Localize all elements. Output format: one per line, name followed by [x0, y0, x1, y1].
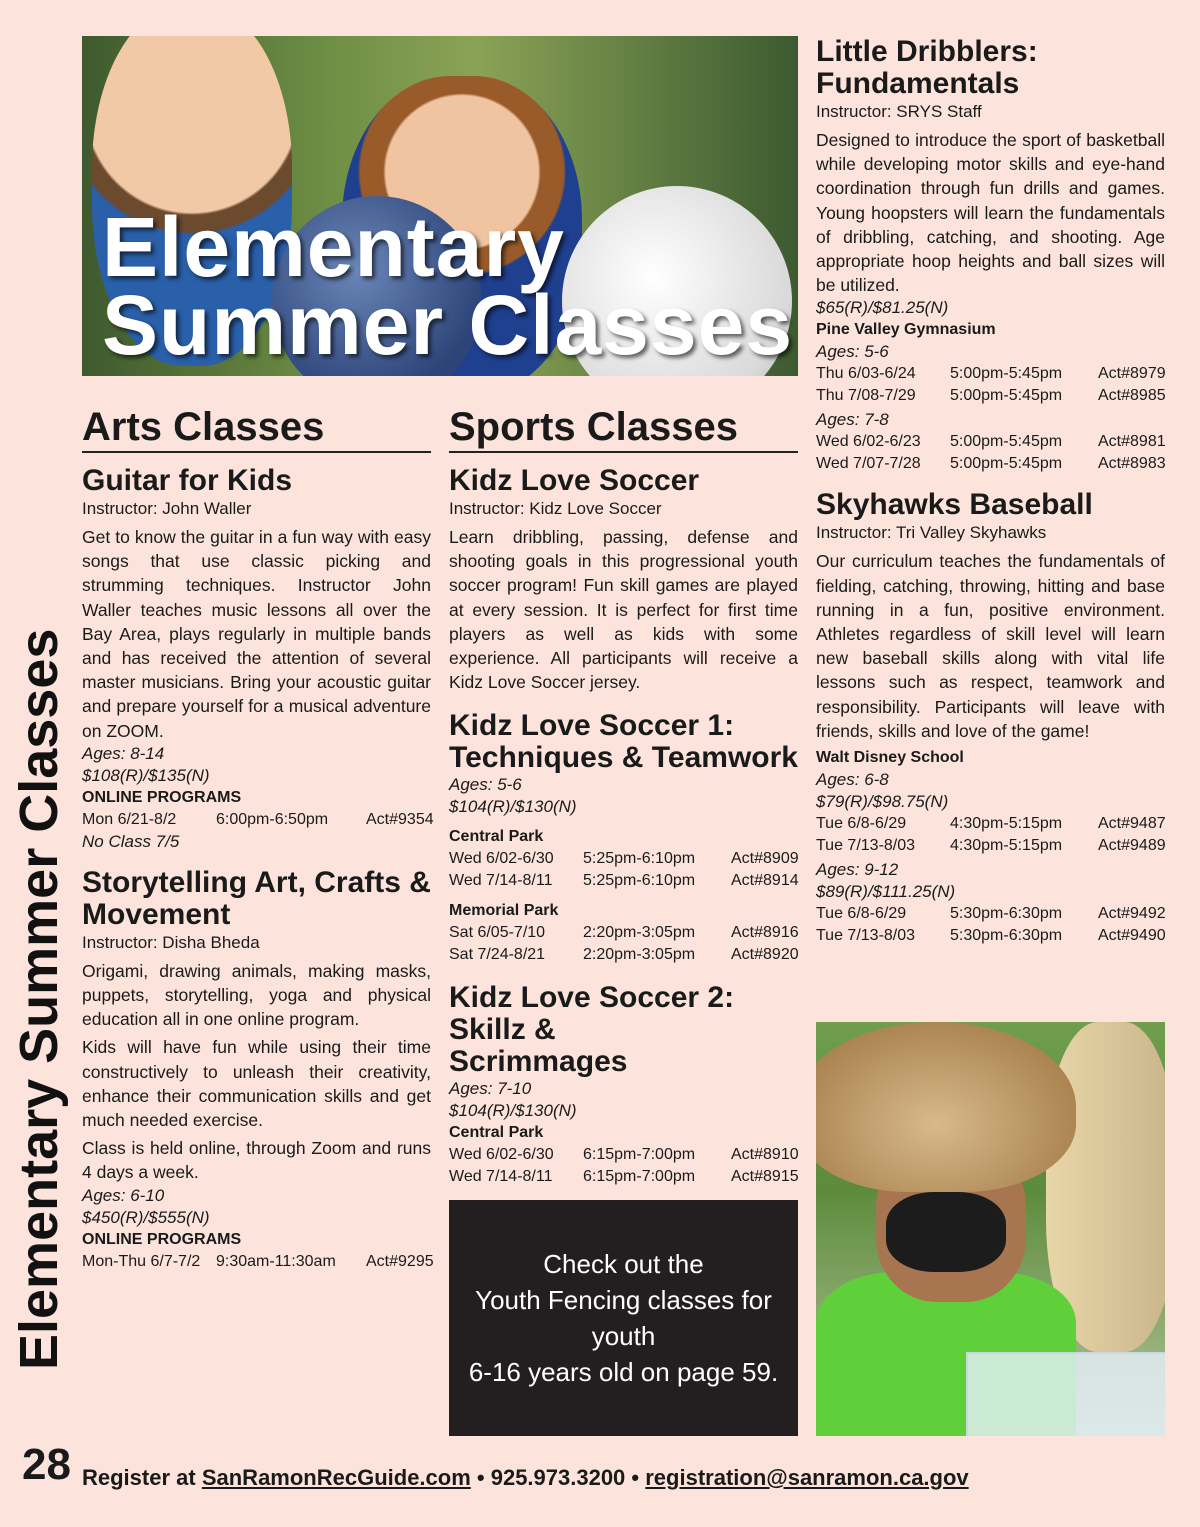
- story-title-line1: Storytelling Art, Crafts &: [82, 865, 431, 899]
- schedule-date: Sat 7/24-8/21: [449, 946, 546, 964]
- kls1-title: [449, 710, 798, 774]
- kls2-schedule: [449, 1144, 798, 1188]
- crafts-photo: [816, 1022, 1165, 1436]
- guitar-note: No Class 7/5: [82, 831, 180, 851]
- guitar-location: ONLINE PROGRAMS: [82, 788, 242, 806]
- baseball-ages-1: Ages: 6-8: [816, 770, 889, 790]
- schedule-time: 5:00pm-5:45pm: [950, 387, 1063, 405]
- schedule-act: Act#9492: [1098, 905, 1166, 923]
- baseball-description: Our curriculum teaches the fundamentals of fielding, catching, throwing, hitting and base running in a fun, positive environment. Athletes regardless of skill level will learn new baseball skills along with vital life lessons such as respect, teamwork and responsibility. Participants will leave with friends, skills and love of the game!: [816, 551, 1165, 741]
- hero-image: [82, 36, 798, 376]
- schedule-act: Act#8914: [731, 872, 799, 890]
- schedule-date: Mon-Thu 6/7-7/2: [82, 1252, 201, 1270]
- baseball-title: Skyhawks Baseball: [816, 488, 1093, 522]
- kls-description: Learn dribbling, passing, defense and shooting goals in this progressional youth soccer program! Fun skill games are played at every session. It is perfect for first time players as well as kids with some experience. All participants will receive a Kidz Love Soccer jersey.: [449, 527, 798, 693]
- schedule-date: Wed 7/14-8/11: [449, 872, 553, 890]
- kls2-title: [449, 982, 798, 1078]
- baseball-location: Walt Disney School: [816, 749, 964, 767]
- schedule-date: Thu 6/03-6/24: [816, 365, 916, 383]
- promo-line3: 6-16 years old on page 59.: [468, 1357, 779, 1387]
- schedule-date: Wed 6/02-6/30: [449, 1146, 554, 1164]
- sports-heading: Sports Classes: [449, 405, 798, 453]
- footer-separator: •: [470, 1465, 491, 1490]
- schedule-date: Wed 6/02-6/30: [449, 850, 554, 868]
- schedule-act: Act#9489: [1098, 837, 1166, 855]
- story-price: $450(R)/$555(N): [82, 1207, 210, 1227]
- schedule-time: 5:00pm-5:45pm: [950, 365, 1063, 383]
- story-instructor: Instructor: Disha Bheda: [82, 932, 260, 952]
- schedule-time: 9:30am-11:30am: [216, 1252, 336, 1270]
- dribblers-schedule-1: [816, 363, 1165, 407]
- hero-title-line1: Elementary: [102, 200, 565, 294]
- footer-website-link[interactable]: SanRamonRecGuide.com: [201, 1465, 471, 1490]
- footer-register-label: Register at: [82, 1465, 202, 1490]
- kls2-price: $104(R)/$130(N): [449, 1101, 577, 1121]
- kls2-title-line1: Kidz Love Soccer 2: Skillz &: [449, 981, 735, 1047]
- schedule-time: 5:00pm-5:45pm: [950, 455, 1063, 473]
- dribblers-ages-1: Ages: 5-6: [816, 342, 889, 362]
- schedule-date: Mon 6/21-8/2: [82, 810, 177, 828]
- dribblers-schedule-2: [816, 431, 1165, 475]
- dribblers-price: $65(R)/$81.25(N): [816, 298, 949, 318]
- schedule-date: Tue 7/13-8/03: [816, 837, 916, 855]
- schedule-act: Act#8983: [1098, 455, 1166, 473]
- kls2-title-line2: Scrimmages: [449, 1045, 628, 1079]
- schedule-time: 6:15pm-7:00pm: [583, 1146, 696, 1164]
- schedule-time: 2:20pm-3:05pm: [583, 924, 696, 942]
- story-location: ONLINE PROGRAMS: [82, 1230, 242, 1248]
- schedule-date: Tue 7/13-8/03: [816, 927, 916, 945]
- guitar-ages: Ages: 8-14: [82, 743, 165, 763]
- schedule-time: 5:00pm-5:45pm: [950, 433, 1063, 451]
- schedule-act: Act#9490: [1098, 927, 1166, 945]
- schedule-time: 5:25pm-6:10pm: [583, 872, 696, 890]
- baseball-price-1: $79(R)/$98.75(N): [816, 792, 949, 812]
- fencing-promo-box: [449, 1200, 798, 1436]
- baseball-ages-2: Ages: 9-12: [816, 860, 899, 880]
- dribblers-description: Designed to introduce the sport of basketball while developing motor skills and eye-hand coordination through fun drills and games. Young hoopsters will learn the fundamentals of dribbling, catching, and shooting. Age appropriate hoop heights and ball sizes will be utilized.: [816, 130, 1165, 296]
- dribblers-title: [816, 36, 1165, 100]
- photo-straw-hat: [816, 1022, 1076, 1192]
- kls1-title-line2: Techniques & Teamwork: [449, 741, 798, 775]
- schedule-act: Act#9354: [366, 810, 434, 828]
- dribblers-instructor: Instructor: SRYS Staff: [816, 102, 982, 121]
- guitar-title: Guitar for Kids: [82, 464, 293, 497]
- schedule-date: Wed 7/14-8/11: [449, 1168, 553, 1186]
- right-column: [816, 36, 1165, 947]
- hero-title-line2: Summer Classes: [102, 278, 794, 372]
- kls2-location: Central Park: [449, 1124, 544, 1142]
- schedule-time: 4:30pm-5:15pm: [950, 815, 1063, 833]
- schedule-time: 6:15pm-7:00pm: [583, 1168, 696, 1186]
- schedule-act: Act#8916: [731, 924, 799, 942]
- hero-title: [102, 200, 794, 372]
- footer-separator: •: [625, 1465, 646, 1490]
- photo-face-mask: [886, 1192, 1006, 1272]
- footer-email-link[interactable]: registration@sanramon.ca.gov: [645, 1465, 969, 1490]
- page-number: 28: [22, 1440, 71, 1489]
- story-ages: Ages: 6-10: [82, 1185, 165, 1205]
- schedule-act: Act#8909: [731, 850, 799, 868]
- side-title: Elementary Summer Classes: [9, 628, 69, 1370]
- schedule-time: 4:30pm-5:15pm: [950, 837, 1063, 855]
- schedule-time: 2:20pm-3:05pm: [583, 946, 696, 964]
- schedule-act: Act#9487: [1098, 815, 1166, 833]
- schedule-act: Act#8985: [1098, 387, 1166, 405]
- guitar-instructor: Instructor: John Waller: [82, 499, 252, 518]
- schedule-act: Act#8979: [1098, 365, 1166, 383]
- kls1-location-2: Memorial Park: [449, 902, 559, 920]
- schedule-time: 6:00pm-6:50pm: [216, 810, 329, 828]
- story-description-1: Origami, drawing animals, making masks, puppets, storytelling, yoga and physical education all in one online program.: [82, 960, 431, 1030]
- dribblers-location: Pine Valley Gymnasium: [816, 321, 996, 339]
- kls-instructor: Instructor: Kidz Love Soccer: [449, 499, 662, 518]
- kls1-price: $104(R)/$130(N): [449, 797, 577, 817]
- baseball-schedule-1: [816, 813, 1165, 857]
- kls1-location-1: Central Park: [449, 828, 544, 846]
- promo-line2: Youth Fencing classes for youth: [475, 1285, 772, 1351]
- kls1-ages: Ages: 5-6: [449, 775, 522, 795]
- schedule-act: Act#8915: [731, 1168, 799, 1186]
- story-schedule: [82, 1251, 434, 1273]
- schedule-act: Act#8981: [1098, 433, 1166, 451]
- schedule-date: Tue 6/8-6/29: [816, 905, 907, 923]
- guitar-schedule: [82, 809, 434, 831]
- kls-title: Kidz Love Soccer: [449, 464, 700, 497]
- baseball-instructor: Instructor: Tri Valley Skyhawks: [816, 523, 1047, 543]
- guitar-price: $108(R)/$135(N): [82, 765, 210, 785]
- footer-contact: [82, 1465, 969, 1491]
- arts-column: [82, 405, 434, 1273]
- schedule-act: Act#8920: [731, 946, 799, 964]
- kls1-schedule-1: [449, 848, 798, 892]
- schedule-date: Thu 7/08-7/29: [816, 387, 916, 405]
- dribblers-title-line2: Fundamentals: [816, 67, 1020, 100]
- schedule-act: Act#8910: [731, 1146, 799, 1164]
- story-title-line2: Movement: [82, 897, 231, 931]
- kls2-ages: Ages: 7-10: [449, 1079, 532, 1099]
- schedule-date: Wed 6/02-6/23: [816, 433, 921, 451]
- photo-bead-tray: [966, 1352, 1165, 1436]
- arts-heading: Arts Classes: [82, 405, 431, 453]
- schedule-date: Sat 6/05-7/10: [449, 924, 546, 942]
- dribblers-title-line1: Little Dribblers:: [816, 35, 1038, 68]
- kls1-title-line1: Kidz Love Soccer 1:: [449, 709, 735, 743]
- schedule-time: 5:30pm-6:30pm: [950, 905, 1063, 923]
- schedule-date: Wed 7/07-7/28: [816, 455, 921, 473]
- story-description-3: Class is held online, through Zoom and runs 4 days a week.: [82, 1138, 431, 1183]
- schedule-time: 5:30pm-6:30pm: [950, 927, 1063, 945]
- story-description-2: Kids will have fun while using their time constructively to unleash their creativity, enhance their communication skills and get much needed exercise.: [82, 1037, 431, 1131]
- schedule-time: 5:25pm-6:10pm: [583, 850, 696, 868]
- story-title: [82, 867, 431, 931]
- dribblers-ages-2: Ages: 7-8: [816, 410, 889, 430]
- kls1-schedule-2: [449, 922, 798, 966]
- sports-column: [449, 405, 798, 1188]
- baseball-price-2: $89(R)/$111.25(N): [816, 882, 956, 902]
- schedule-act: Act#9295: [366, 1252, 434, 1270]
- baseball-schedule-2: [816, 903, 1165, 947]
- schedule-date: Tue 6/8-6/29: [816, 815, 907, 833]
- promo-line1: Check out the: [543, 1249, 704, 1279]
- footer-phone: 925.973.3200: [490, 1465, 626, 1490]
- guitar-description: Get to know the guitar in a fun way with easy songs that use classic picking and strumming techniques. Instructor John Waller teaches music lessons all over the Bay Area, plays regularly in multiple bands and has received the attention of several master musicians. Bring your acoustic guitar and prepare yourself for a musical adventure on ZOOM.: [82, 527, 431, 741]
